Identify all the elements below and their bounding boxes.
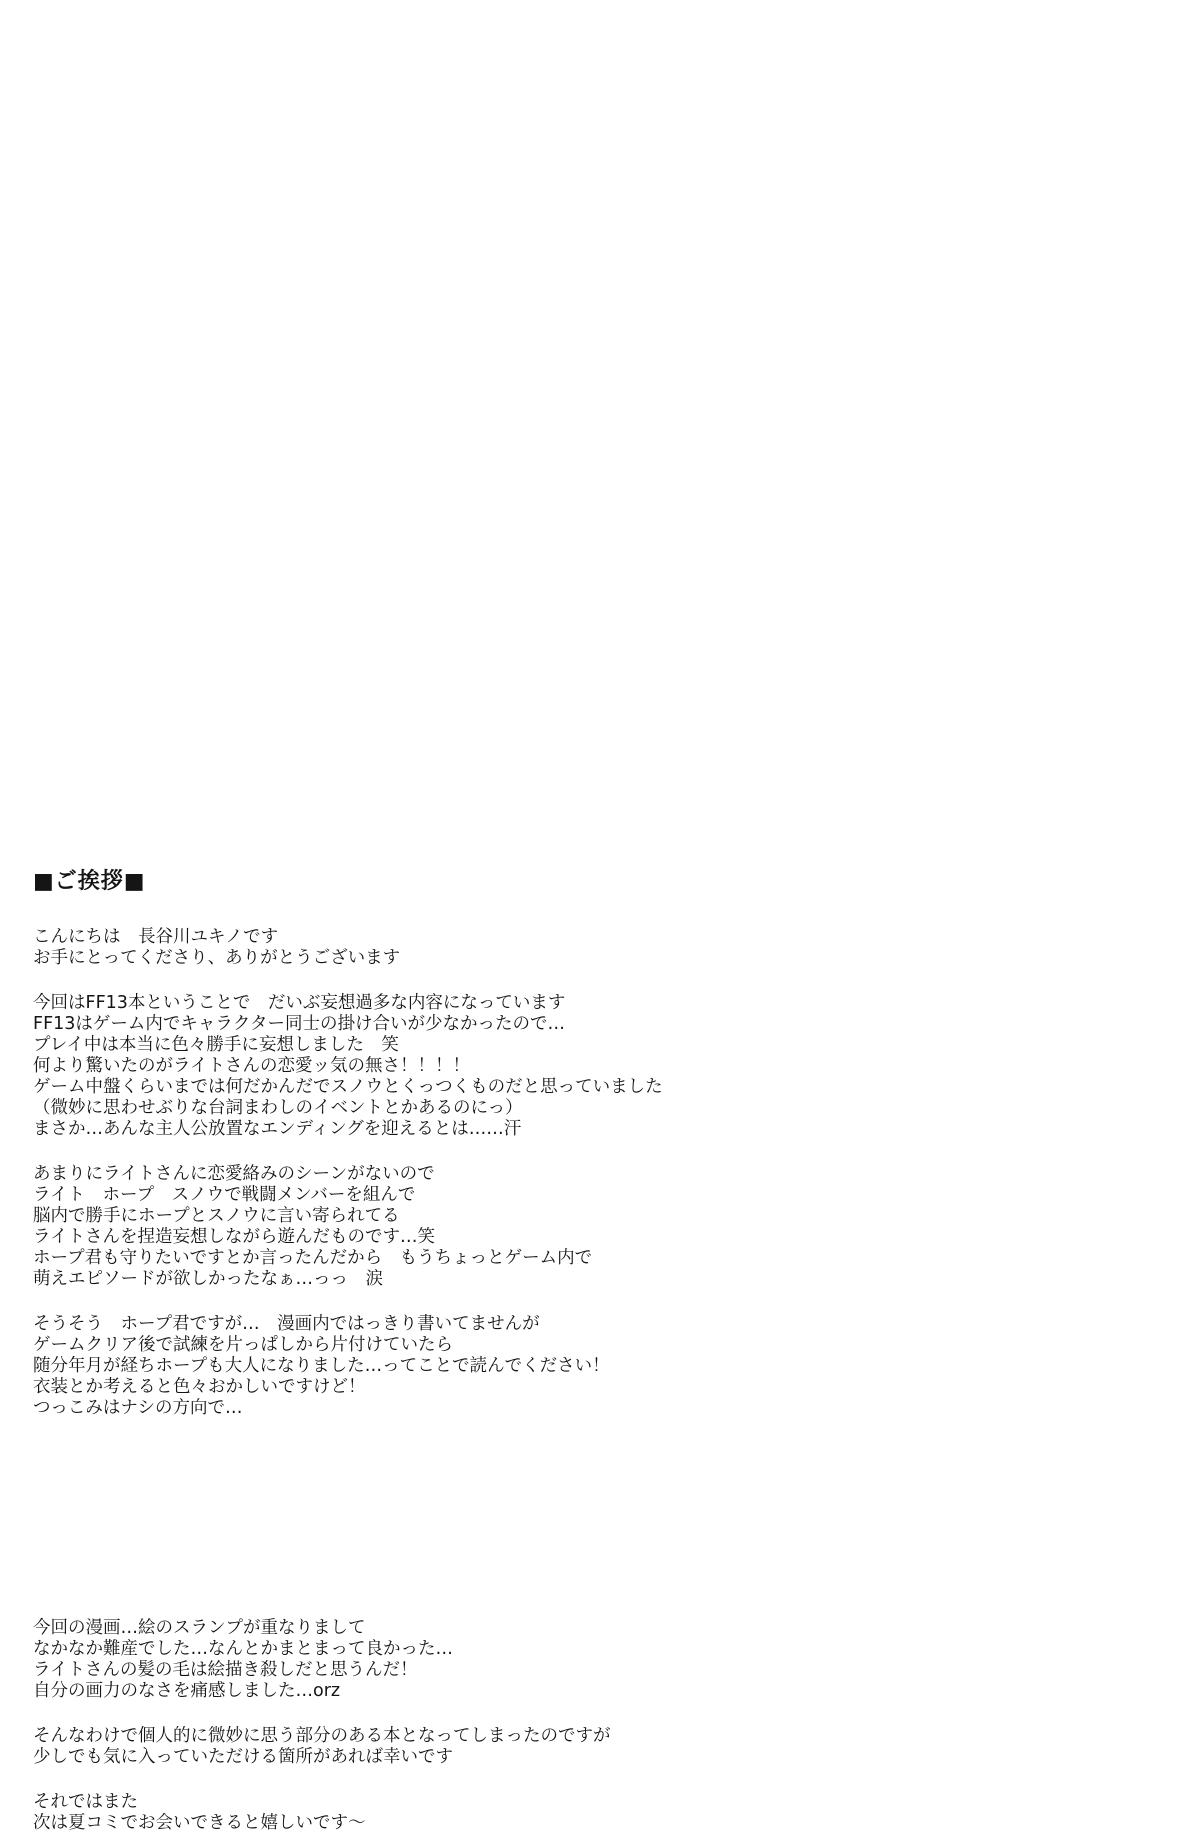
text-line: ゲームクリア後で試練を片っぱしから片付けていたら (33, 1335, 453, 1355)
text-line: お手にとってくださり、ありがとうございます (33, 948, 401, 968)
text-line: まさか…あんな主人公放置なエンディングを迎えるとは……汗 (33, 1119, 522, 1139)
text-line: 次は夏コミでお会いできると嬉しいです～ (33, 1813, 366, 1833)
text-line: 脳内で勝手にホープとスノウに言い寄られてる (33, 1206, 400, 1226)
greeting-heading: ■ご挨拶■ (33, 869, 146, 894)
paragraph-intro (33, 927, 1153, 969)
text-line: ライト ホープ スノウで戦闘メンバーを組んで (33, 1185, 416, 1205)
text-line: ライトさんの髪の毛は絵描き殺しだと思うんだ！ (33, 1660, 418, 1680)
text-line: 随分年月が経ちホープも大人になりました…ってことで読んでください！ (33, 1356, 610, 1376)
text-line: 今回の漫画…絵のスランプが重なりまして (33, 1618, 366, 1638)
text-line: そんなわけで個人的に微妙に思う部分のある本となってしまったのですが (33, 1726, 611, 1746)
text-line: あまりにライトさんに恋愛絡みのシーンがないので (33, 1164, 435, 1184)
greeting-closing-text (33, 1618, 1153, 1834)
text-line: 衣装とか考えると色々おかしいですけど！ (33, 1377, 366, 1397)
text-line: つっこみはナシの方向で… (33, 1398, 243, 1418)
text-line: それではまた (33, 1792, 138, 1812)
text-line: 何より驚いたのがライトさんの恋愛ッ気の無さ！！！！ (33, 1056, 470, 1076)
text-line: そうそう ホープ君ですが… 漫画内ではっきり書いてませんが (33, 1314, 540, 1334)
text-line: FF13はゲーム内でキャラクター同士の掛け合いが少なかったので… (33, 1014, 566, 1034)
text-line: こんにちは 長谷川ユキノです (33, 927, 279, 947)
text-line: なかなか難産でした…なんとかまとまって良かった… (33, 1639, 453, 1659)
paragraph-farewell (33, 1792, 1153, 1834)
paragraph-thanks (33, 1726, 1153, 1768)
text-line: （微妙に思わせぶりな台詞まわしのイベントとかあるのにっ） (33, 1098, 523, 1118)
paragraph-slump (33, 1618, 1153, 1702)
text-line: ホープ君も守りたいですとか言ったんだから もうちょっとゲーム内で (33, 1248, 593, 1268)
paragraph-lightning (33, 1164, 1153, 1290)
text-line: 少しでも気に入っていただける箇所があれば幸いです (33, 1747, 453, 1767)
text-line: 自分の画力のなさを痛感しました…orz (33, 1681, 341, 1701)
paragraph-hope (33, 1314, 1153, 1419)
paragraph-ff13 (33, 993, 1153, 1140)
text-line: ゲーム中盤くらいまでは何だかんだでスノウとくっつくものだと思っていました (33, 1077, 663, 1097)
greeting-main-text (33, 927, 1153, 1419)
text-line: ライトさんを捏造妄想しながら遊んだものです…笑 (33, 1227, 435, 1247)
text-line: 今回はFF13本ということで だいぶ妄想過多な内容になっています (33, 993, 566, 1013)
text-line: プレイ中は本当に色々勝手に妄想しました 笑 (33, 1035, 399, 1055)
text-line: 萌えエピソードが欲しかったなぁ…っっ 涙 (33, 1269, 383, 1289)
